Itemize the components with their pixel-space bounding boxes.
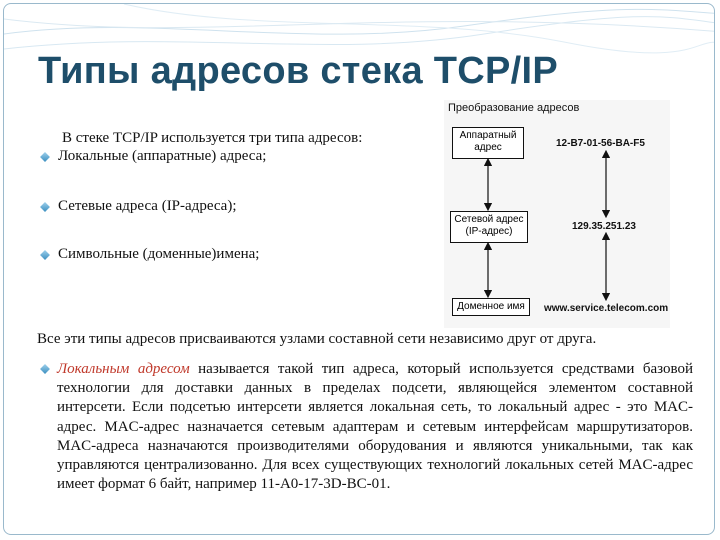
address-translation-diagram [444,100,670,328]
ip-value: 129.35.251.23 [572,221,636,232]
mac-value: 12-B7-01-56-BA-F5 [556,138,645,149]
diagram-arrows [444,100,670,328]
highlight-term: Локальным адресом [57,361,190,377]
local-address-paragraph [57,360,693,494]
bullet-item-network: Сетевые адреса (IP-адреса); [58,198,237,214]
box-label: Доменное имя [457,301,525,312]
box-label: адрес [474,142,502,153]
page-title: Типы адресов стека TCP/IP [38,50,558,92]
bullet-item-symbolic: Символьные (доменные)имена; [58,246,260,262]
intro-text: В стеке TCP/IP используется три типа адресов: [62,130,363,146]
diagram-title: Преобразование адресов [448,102,580,114]
bullet-item-local: Локальные (аппаратные) адреса; [58,148,267,164]
box-label: Аппаратный [459,130,517,141]
domain-value: www.service.telecom.com [544,303,669,314]
box-label: Сетевой адрес [454,214,524,225]
paragraph-body: называется такой тип адреса, который используется средствами базовой технологии для доставки данных в пределах подсети, являющейся элементом составной интерсети. Если подсетью интерсети является локальная сеть, то локальный адрес - это MAC-адрес. MAC-адрес назначается сетевым адаптерам и сетевым интерфейсам маршрутизаторов. MAC-адреса назначаются производителями оборудования и являются уникальными, так как управляются централизованно. Для всех существующих технологий локальных сетей MAC-адрес имеет формат 6 байт, например 11-A0-17-3D-BC-01. [57,361,694,493]
box-label: (IP-адрес) [465,226,513,237]
summary-text: Все эти типы адресов присваиваются узлами составной сети независимо друг от друга. [37,331,597,347]
